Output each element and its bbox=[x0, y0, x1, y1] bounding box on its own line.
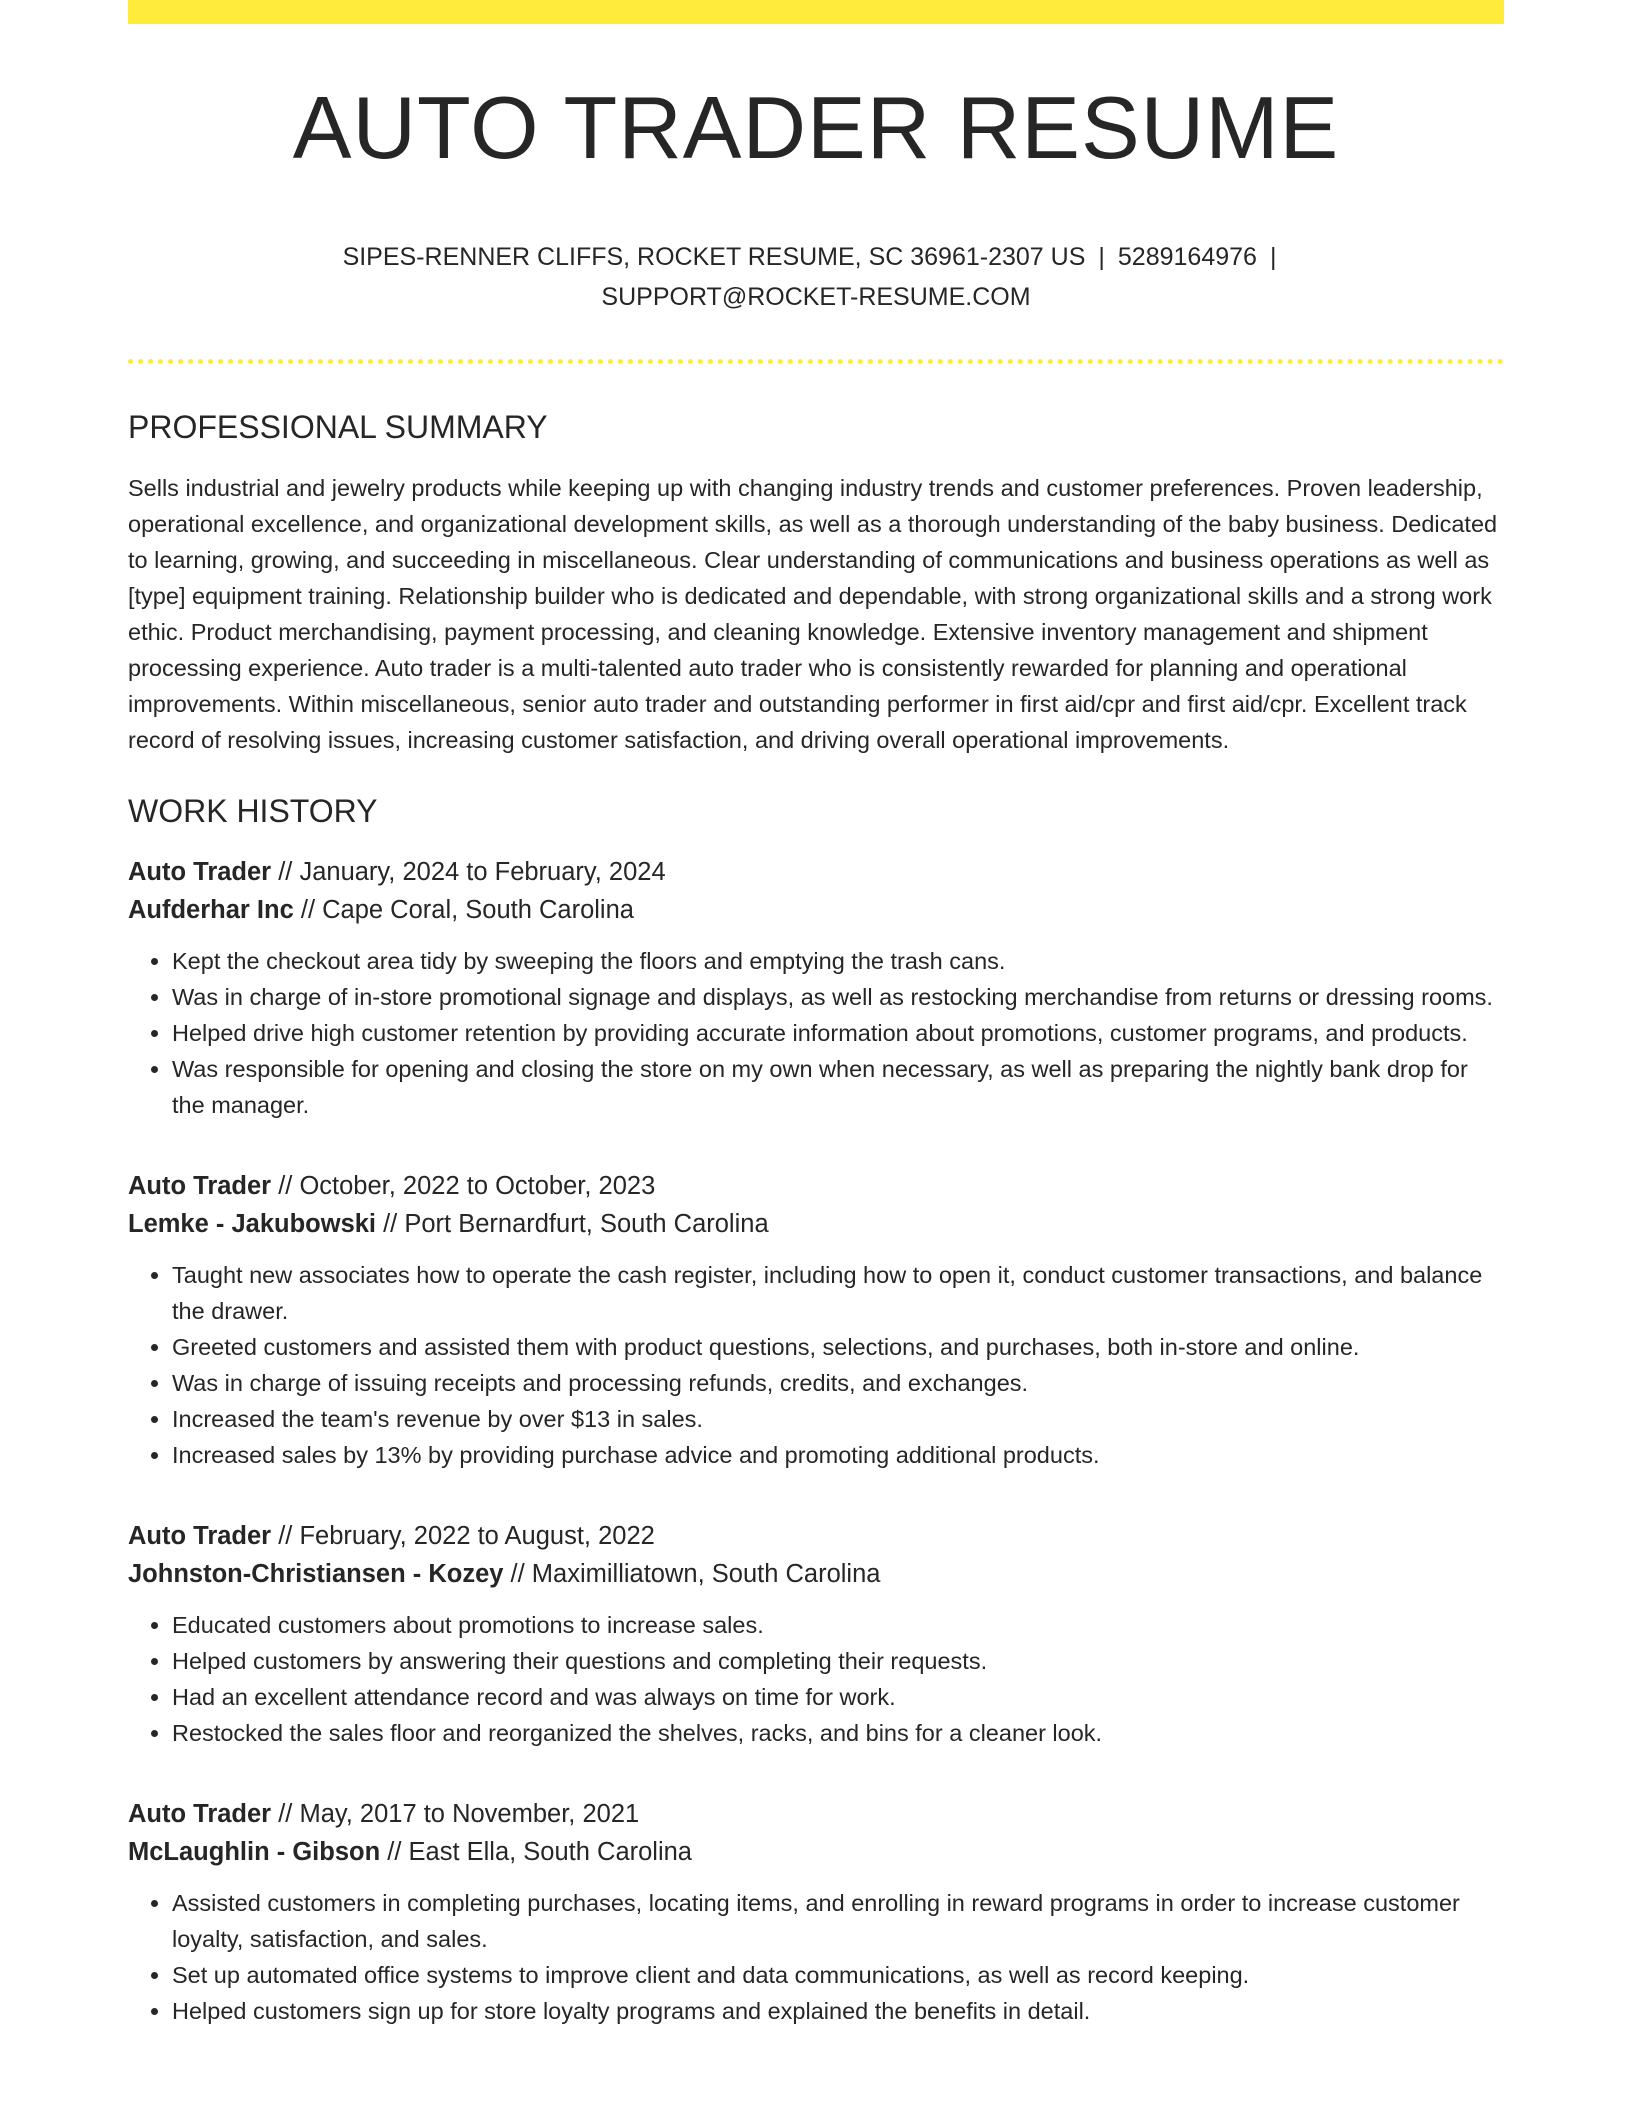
professional-summary-section bbox=[128, 408, 1504, 758]
job-bullet-list bbox=[128, 1257, 1504, 1473]
job-separator: // bbox=[271, 857, 300, 886]
job-bullet: • Restocked the sales floor and reorganized the shelves, racks, and bins for a cleaner look. bbox=[172, 1715, 1504, 1751]
job-title-line bbox=[128, 1167, 1504, 1205]
job-bullet: • Educated customers about promotions to increase sales. bbox=[172, 1607, 1504, 1643]
job-role: Auto Trader bbox=[128, 1799, 272, 1828]
job-bullet: • Kept the checkout area tidy by sweeping the floors and emptying the trash cans. bbox=[172, 943, 1504, 979]
job-bullet: • Helped customers by answering their questions and completing their requests. bbox=[172, 1643, 1504, 1679]
job-title-line bbox=[128, 853, 1504, 891]
job-company: Aufderhar Inc bbox=[128, 895, 294, 924]
job-bullet-list bbox=[128, 1885, 1504, 2029]
job-bullet: • Increased the team's revenue by over $13 in sales. bbox=[172, 1401, 1504, 1437]
contact-email: SUPPORT@ROCKET-RESUME.COM bbox=[601, 282, 1031, 311]
job-dates: February, 2022 to August, 2022 bbox=[299, 1521, 655, 1550]
job-list bbox=[128, 853, 1504, 2029]
section-title-summary: PROFESSIONAL SUMMARY bbox=[128, 408, 548, 445]
job-bullet: • Was in charge of in-store promotional signage and displays, as well as restocking merchandise from returns or dressing rooms. bbox=[172, 979, 1504, 1015]
job-company: McLaughlin - Gibson bbox=[128, 1837, 381, 1866]
resume-page bbox=[128, 0, 1504, 2029]
job-company: Johnston-Christiansen - Kozey bbox=[128, 1559, 504, 1588]
job-separator: // bbox=[271, 1521, 300, 1550]
job-bullet: • Helped customers sign up for store loyalty programs and explained the benefits in detail. bbox=[172, 1993, 1504, 2029]
job-entry bbox=[128, 1517, 1504, 1751]
job-separator: // bbox=[503, 1559, 532, 1588]
job-bullet: • Set up automated office systems to improve client and data communications, as well as record keeping. bbox=[172, 1957, 1504, 1993]
job-company: Lemke - Jakubowski bbox=[128, 1209, 377, 1238]
contact-separator: | bbox=[1098, 242, 1105, 271]
accent-bar bbox=[128, 0, 1504, 24]
job-role: Auto Trader bbox=[128, 1171, 272, 1200]
job-bullet: • Had an excellent attendance record and was always on time for work. bbox=[172, 1679, 1504, 1715]
job-role: Auto Trader bbox=[128, 857, 272, 886]
job-bullet: • Helped drive high customer retention by providing accurate information about promotions, customer programs, and products. bbox=[172, 1015, 1504, 1051]
job-bullet: • Was responsible for opening and closing the store on my own when necessary, as well as preparing the nightly bank drop for the manager. bbox=[172, 1051, 1504, 1123]
job-location: East Ella, South Carolina bbox=[408, 1837, 692, 1866]
work-history-section bbox=[128, 792, 1504, 2028]
job-location: Port Bernardfurt, South Carolina bbox=[404, 1209, 769, 1238]
job-company-line bbox=[128, 1205, 1504, 1243]
job-title-line bbox=[128, 1795, 1504, 1833]
job-dates: May, 2017 to November, 2021 bbox=[299, 1799, 640, 1828]
job-company-line bbox=[128, 1833, 1504, 1871]
job-dates: October, 2022 to October, 2023 bbox=[299, 1171, 656, 1200]
job-entry bbox=[128, 1795, 1504, 2029]
job-dates: January, 2024 to February, 2024 bbox=[299, 857, 666, 886]
job-bullet: • Increased sales by 13% by providing purchase advice and promoting additional products. bbox=[172, 1437, 1504, 1473]
section-title-work-history: WORK HISTORY bbox=[128, 793, 378, 830]
dotted-divider bbox=[128, 359, 1504, 364]
job-entry bbox=[128, 1167, 1504, 1473]
job-separator: // bbox=[271, 1171, 300, 1200]
job-separator: // bbox=[271, 1799, 300, 1828]
job-entry bbox=[128, 853, 1504, 1123]
job-separator: // bbox=[293, 895, 323, 924]
job-company-line bbox=[128, 891, 1504, 929]
job-bullet-list bbox=[128, 1607, 1504, 1751]
job-bullet: • Greeted customers and assisted them with product questions, selections, and purchases, both in-store and online. bbox=[172, 1329, 1504, 1365]
contact-info bbox=[316, 237, 1316, 317]
job-role: Auto Trader bbox=[128, 1521, 272, 1550]
job-separator: // bbox=[380, 1837, 409, 1866]
job-bullet: • Was in charge of issuing receipts and processing refunds, credits, and exchanges. bbox=[172, 1365, 1504, 1401]
contact-separator: | bbox=[1269, 242, 1277, 271]
contact-address: SIPES-RENNER CLIFFS, ROCKET RESUME, SC 36961-2307 US bbox=[342, 242, 1086, 271]
contact-phone: 5289164976 bbox=[1117, 242, 1257, 271]
job-separator: // bbox=[376, 1209, 405, 1238]
job-title-line bbox=[128, 1517, 1504, 1555]
job-company-line bbox=[128, 1555, 1504, 1593]
job-bullet-list bbox=[128, 943, 1504, 1123]
job-bullet: • Taught new associates how to operate the cash register, including how to open it, conduct customer transactions, and balance the drawer. bbox=[172, 1257, 1504, 1329]
job-bullet: • Assisted customers in completing purchases, locating items, and enrolling in reward programs in order to increase customer loyalty, satisfaction, and sales. bbox=[172, 1885, 1504, 1957]
summary-text: Sells industrial and jewelry products while keeping up with changing industry trends and customer preferences. Proven leadership, operational excellence, and organizational development skills, as well as a thorough understanding of the baby business. Dedicated to learning, growing, and succeeding in miscellaneous. Clear understanding of communications and business operations as well as [type] equipment training. Relationship builder who is dedicated and dependable, with strong organizational skills and a strong work ethic. Product merchandising, payment processing, and cleaning knowledge. Extensive inventory management and shipment processing experience. Auto trader is a multi-talented auto trader who is consistently rewarded for planning and operational improvements. Within miscellaneous, senior auto trader and outstanding performer in first aid/cpr and first aid/cpr. Excellent track record of resolving issues, increasing customer satisfaction, and driving overall operational improvements. bbox=[128, 475, 1498, 754]
resume-title: AUTO TRADER RESUME bbox=[292, 78, 1340, 177]
job-location: Cape Coral, South Carolina bbox=[322, 895, 634, 924]
job-location: Maximilliatown, South Carolina bbox=[531, 1559, 881, 1588]
